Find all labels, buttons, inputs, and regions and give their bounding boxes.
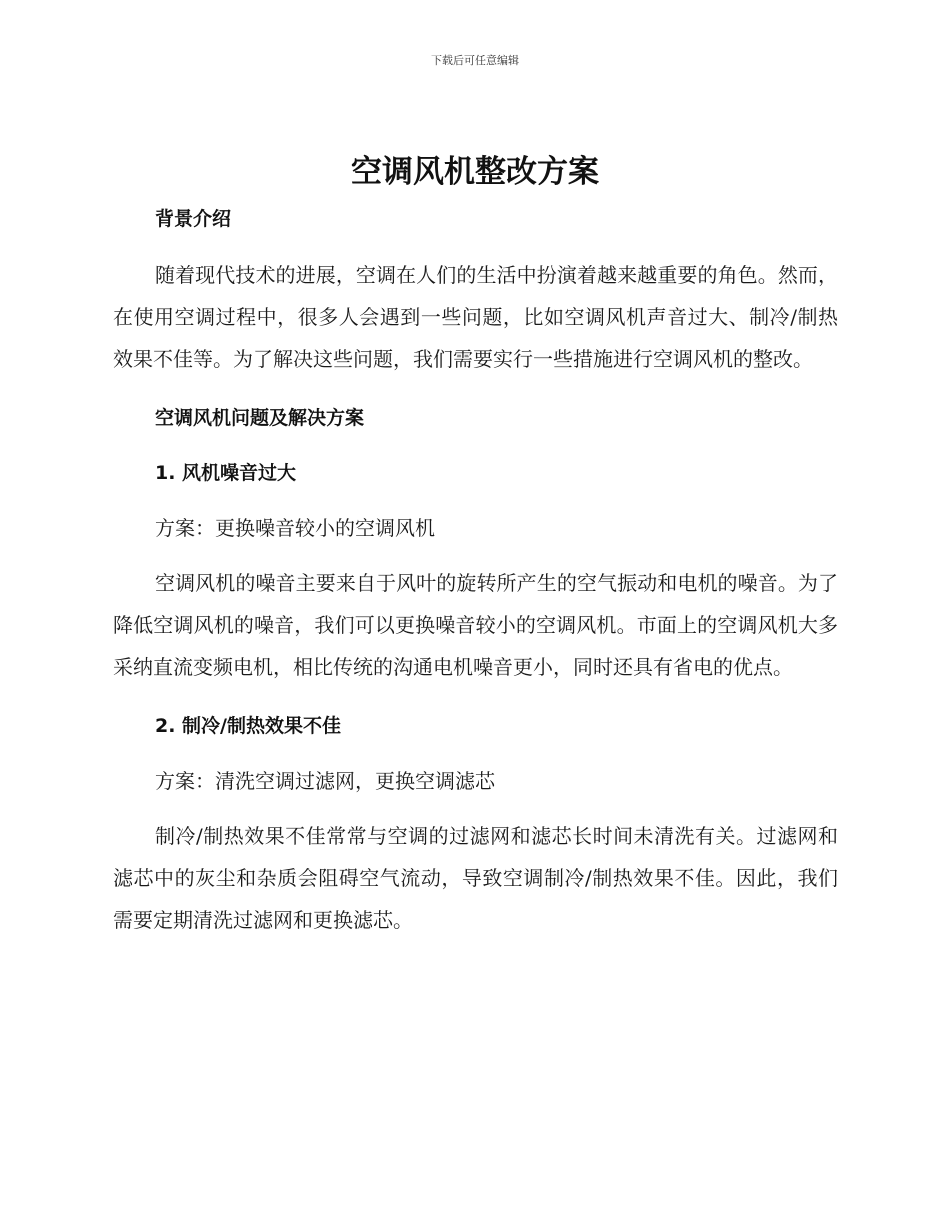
problems-heading: 空调风机问题及解决方案 (155, 407, 365, 429)
item2-heading: 2. 制冷/制热效果不佳 (155, 715, 341, 737)
item1-heading: 1. 风机噪音过大 (155, 462, 297, 484)
document-title: 空调风机整改方案 (351, 154, 599, 190)
header-note: 下载后可任意编辑 (431, 54, 519, 67)
background-paragraph: 随着现代技术的进展，空调在人们的生活中扮演着越来越重要的角色。然而，在使用空调过程中，很多人会遇到一些问题，比如空调风机声音过大、制冷/制热效果不佳等。为了解决这些问题，我们需要实行一些措施进行空调风机的整改。 (113, 263, 838, 371)
background-heading: 背景介绍 (155, 208, 232, 230)
item2-paragraph: 制冷/制热效果不佳常常与空调的过滤网和滤芯长时间未清洗有关。过滤网和滤芯中的灰尘和杂质会阻碍空气流动，导致空调制冷/制热效果不佳。因此，我们需要定期清洗过滤网和更换滤芯。 (113, 824, 838, 932)
item1-plan: 方案：更换噪音较小的空调风机 (155, 516, 435, 540)
item1-paragraph: 空调风机的噪音主要来自于风叶的旋转所产生的空气振动和电机的噪音。为了降低空调风机的噪音，我们可以更换噪音较小的空调风机。市面上的空调风机大多采纳直流变频电机，相比传统的沟通电机噪音更小，同时还具有省电的优点。 (113, 571, 838, 679)
item2-plan: 方案：清洗空调过滤网，更换空调滤芯 (155, 769, 495, 793)
document-body (113, 204, 838, 941)
